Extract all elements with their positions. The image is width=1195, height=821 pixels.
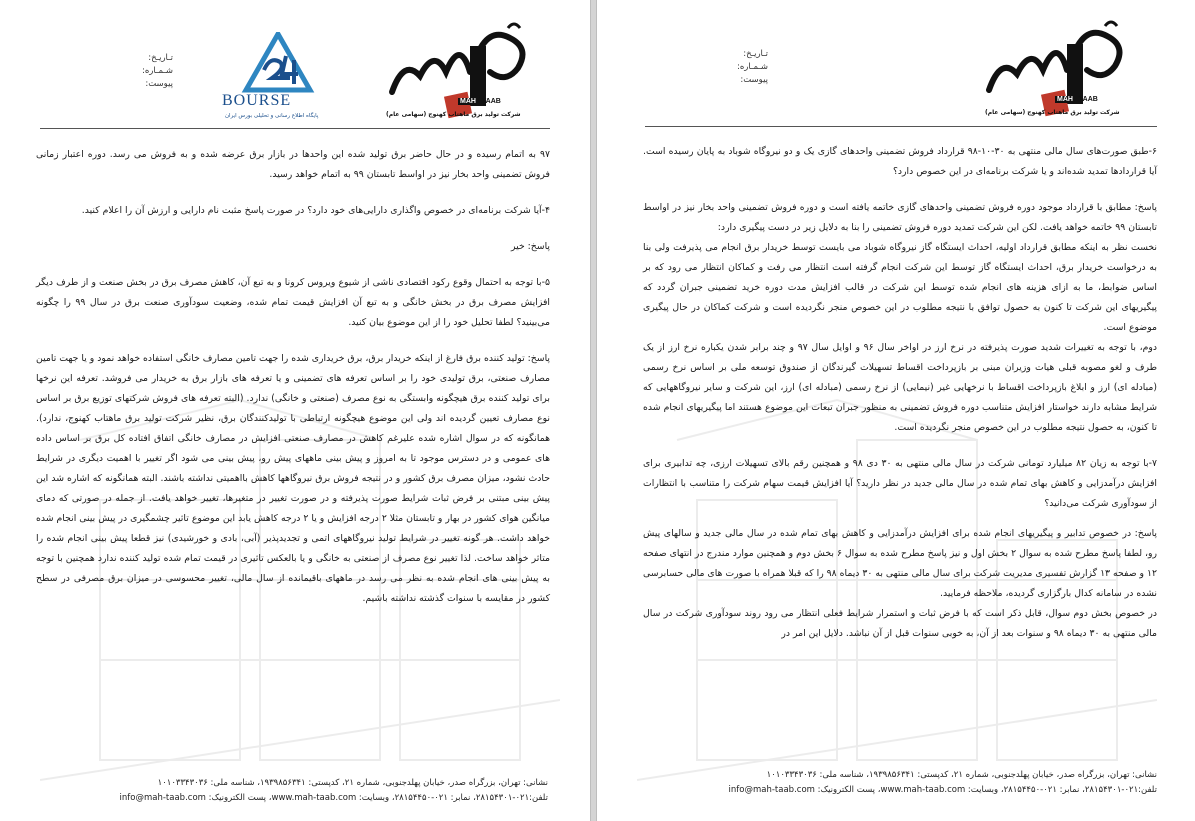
- mahtaab-subtitle: شرکت تولید برق ماهتاب کهنوج (سهامی عام): [985, 109, 1120, 116]
- taab-text: TAAB: [481, 98, 501, 105]
- footer-address: نشانی: تهران، بزرگراه صدر، خیابان پهلدجنوبی، شماره ۲۱، کدپستی: ۱۹۳۹۸۵۶۳۴۱، شناسه ملی: ۱۰۱۰۳۳۴۳۰۳۶: [157, 778, 548, 788]
- paragraph-answer6-reason1: نخست نظر به اینکه مطابق قرارداد اولیه، احداث ایستگاه گاز نیروگاه شوباد می بایست توسط خریدار برق انجام می پذیرفت ولی بنا به درخواست خریدار برق، احداث ایستگاه گاز توسط این شرکت انجام گرفته است انتظار می رفت و کماکان انتظار می رود که بر اساس ضوابط، ما به ازای هزینه های انجام شده توسط این شرکت در قالب افزایش مدت دوره خرید تضمینی جبران گردد که پیگیریهای این شرکت تا کنون به حصول توافق با نتیجه مطلوب در این خصوص منجر نگردیده است و شرکت کماکان در حال پیگیری موضوع است.: [643, 242, 1157, 333]
- mahtaab-logo-icon: [977, 16, 1147, 120]
- paragraph-answer7: پاسخ: در خصوص تدابیر و پیگیریهای انجام شده برای افزایش درآمدزایی و کاهش بهای تمام شده در سال مالی جدید و سالهای پیش رو، لطفا پاسخ مطرح شده به سوال ۲ بخش اول و نیز پاسخ مطرح شده به سوال ۶ بخش دوم و همچنین موارد مندرج در انتهای صفحه ۱۲ و صفحه ۱۳ گزارش تفسیری مدیریت شرکت برای سال مالی منتهی به ۳۰ دیماه ۹۸ را که قبلا همراه با صورت های مالی حسابرسی نشده در سامانه کدال بارگزاری گردیده، ملاحظه فرمایید.: [643, 528, 1158, 599]
- paragraph-answer3-continued: ۹۷ به اتمام رسیده و در حال حاضر برق تولید شده این واحدها در بازار برق عرضه شده و به فروش می رسد. دوره اعتبار زمانی فروش تضمینی واحد بخار نیز در اواسط تابستان ۹۹ به اتمام خواهد رسید.: [36, 149, 550, 180]
- mahtaab-logo-icon: [380, 18, 550, 122]
- mahtaab-wordmark: [1055, 96, 1100, 103]
- document-footer: [647, 768, 1157, 797]
- paragraph-answer5: پاسخ: تولید کننده برق فارغ از اینکه خریدار برق، برق خریداری شده را جهت تامین مصارف خانگی استفاده خواهد نمود و یا جهت تامین مصارف صنعتی، برق تولیدی خود را بر اساس تعرفه های تضمینی و یا تعرفه های بازار برق به خریدار می فروشد. تعرفه این نرخها برای تولید کننده برق هیچگونه وابستگی به نوع مصرف (صنعتی و خانگی) ندارد. (البته تعرفه های فروش شرکتهای توزیع برق بر اساس نوع مصارف تعیین گردیده اند ولی این موضوع هیچگونه ارتباطی با تولیدکنندگان برق، نظیر شرکت تولید برق ماهتاب کهنوج، ندارد). همانگونه که در سوال اشاره شده علیرغم کاهش در مصارف صنعتی افزایش در مصارف خانگی اتفاق افتاده کل برق بر اساس داده های عمومی و در دسترس موجود تا به امروز و پیش بینی ماههای پیش رو، پیش بینی می شود اگر تغییر با اهمیت دیگری در شرایط حادث نشود، میزان مصرف برق کشور و در نتیجه فروش برق نیروگاهها کاهش بااهمیتی نداشته باشند. البته همانگونه که اشاره شد این پیش بینی مبتنی بر فرض ثبات شرایط صورت پذیرفته و در صورت تغییر در متغیرها، تغییر خواهد یافت. از جمله در صورتی که دمای میانگین هوای کشور در بهار و تابستان مثلا ۲ درجه افزایش و یا ۲ درجه کاهش یابد این موضوع تاثیر چشمگیری در پیش بینی انجام شده خواهد داشت. هر گونه تغییر در شرایط تولید نیروگاههای اتمی و تجدیدپذیر (آبی، بادی و خورشیدی) نیز قطعا پیش بینی انجام شده را متاثر خواهد ساخت. لذا تغییر نوع مصرف از صنعتی به خانگی و یا بالعکس تاثیری در قیمت تمام شده تولید کننده ندارد همچنین با توجه به پیش بینی های انجام شده به نظر می رسد در ماههای باقیمانده از سال مالی، تغییر محسوسی در میزان برق مصرفی در سطح کشور در مقایسه با سنوات گذشته نداشته باشیم.: [36, 353, 551, 604]
- taab-text: TAAB: [1078, 96, 1098, 103]
- document-meta-block: [713, 48, 768, 87]
- date-label: تـاریـخ:: [743, 49, 768, 59]
- document-body: [643, 142, 1157, 644]
- mah-text: MAH: [1057, 96, 1073, 103]
- footer-address: نشانی: تهران، بزرگراه صدر، خیابان پهلدجنوبی، شماره ۲۱، کدپستی: ۱۹۳۹۸۵۶۳۴۱، شناسه ملی: ۱۰۱۰۳۳۴۳۰۳۶: [766, 770, 1157, 780]
- document-page-left: [0, 0, 591, 821]
- mahtaab-wordmark: [458, 98, 503, 105]
- bourse-wordmark: BOURSE: [222, 92, 292, 109]
- document-meta-block: [118, 52, 173, 91]
- bourse-subtitle: پایگاه اطلاع رسانی و تحلیلی بورس ایران: [225, 113, 319, 119]
- attachment-label: پیوست:: [740, 75, 768, 85]
- attachment-label: پیوست:: [145, 79, 173, 89]
- header-divider: [40, 128, 550, 129]
- header-divider: [645, 126, 1157, 127]
- date-label: تـاریـخ:: [148, 53, 173, 63]
- paragraph-question4: ۴-آیا شرکت برنامه‌ای در خصوص واگذاری دارایی‌های خود دارد؟ در صورت پاسخ مثبت نام دارایی و ارزش آن را اعلام کنید.: [81, 205, 550, 216]
- paragraph-question5: ۵-با توجه به احتمال وقوع رکود اقتصادی ناشی از شیوع ویروس کرونا و به تبع آن، کاهش مصرف برق در بخش صنعت و از طرف دیگر افزایش مصرف برق در بخش خانگی و به تبع آن افزایش قیمت تمام شده، وضعیت سودآوری صنعت برق در سال ۹۹ را چگونه می‌بینید؟ لطفا تحلیل خود را از این موضوع بیان کنید.: [36, 277, 550, 328]
- footer-contact: تلفن:۰۲۱-۲۸۱۵۴۳۰۱، نمابر: ۰۲۱-۲۸۱۵۴۴۵۰، وبسایت: www.mah-taab.com، پست الکترونیک: info@mah-taab.com: [119, 792, 548, 803]
- bourse-logo-icon: [222, 32, 334, 96]
- document-body: [36, 145, 550, 609]
- paragraph-question6: ۶-طبق صورت‌های سال مالی منتهی به ۳۰-۱۰-۹۸ قرارداد فروش تضمینی واحدهای گازی یک و دو نیروگاه شوباد به پایان رسیده است. آیا قراردادها تمدید شده‌اند و یا شرکت برنامه‌ای در این خصوص دارد؟: [643, 146, 1157, 177]
- paragraph-answer6-reason2: دوم، با توجه به تغییرات شدید صورت پذیرفته در نرخ ارز در اواخر سال ۹۶ و اوایل سال ۹۷ و چند برابر شدن یکباره نرخ ارز از یک طرف و لغو مصوبه قبلی هیات وزیران مبنی بر بازپرداخت اقساط تسهیلات گیرندگان از صندوق توسعه ملی بر اساس نرخ رسمی (مبادله ای) ارز و ابلاغ بازپرداخت اقساط با نرخهایی غیر (نیمایی) از نرخ رسمی (مبادله ای) ارز، این شرکت و سایر نیروگاههایی که شرایط مشابه دارند خواستار افزایش متناسب دوره فروش تضمینی به منظور جبران تبعات این موضوع هستند اما پیگیریهای انجام شده تا کنون، به حصول نتیجه مطلوب در این خصوص منجر نگردیده است.: [643, 342, 1158, 433]
- document-footer: [40, 776, 548, 805]
- paragraph-answer4: پاسخ: خیر: [511, 241, 550, 252]
- footer-contact: تلفن:۰۲۱-۲۸۱۵۴۳۰۱، نمابر: ۰۲۱-۲۸۱۵۴۴۵۰، وبسایت: www.mah-taab.com، پست الکترونیک: info@mah-taab.com: [728, 784, 1157, 795]
- paragraph-answer7-part2: در خصوص بخش دوم سوال، قابل ذکر است که با فرض ثبات و استمرار شرایط فعلی انتظار می رود روند سودآوری شرکت در سال مالی منتهی به ۳۰ دیماه ۹۸ و سنوات بعد از آن، به خوبی سنوات قبل از آن نباشد. دلایل این امر در: [643, 608, 1157, 639]
- number-label: شـمـاره:: [141, 66, 173, 76]
- paragraph-answer6: پاسخ: مطابق با قرارداد موجود دوره فروش تضمینی واحدهای گازی خاتمه یافته است و دوره فروش تضمینی واحد بخار نیز در اواسط تابستان ۹۹ خاتمه خواهد یافت. لکن این شرکت تمدید دوره فروش تضمینی را بنا به دلایل زیر در دست پیگیری دارد:: [643, 202, 1157, 233]
- paragraph-question7: ۷-با توجه به زیان ۸۲ میلیارد تومانی شرکت در سال مالی منتهی به ۳۰ دی ۹۸ و همچنین رقم بالای تسهیلات ارزی، چه تدابیری برای افزایش درآمدزایی و کاهش بهای تمام شده در سال مالی جدید در نظر دارید؟ آیا افزایش قیمت سهام شرکت را متناسب با انتظارات از سودآوری شرکت می‌دانید؟: [643, 458, 1157, 509]
- number-label: شـمـاره:: [736, 62, 768, 72]
- mahtaab-subtitle: شرکت تولید برق ماهتاب کهنوج (سهامی عام): [386, 111, 521, 118]
- document-page-right: [596, 0, 1195, 821]
- mah-text: MAH: [460, 98, 476, 105]
